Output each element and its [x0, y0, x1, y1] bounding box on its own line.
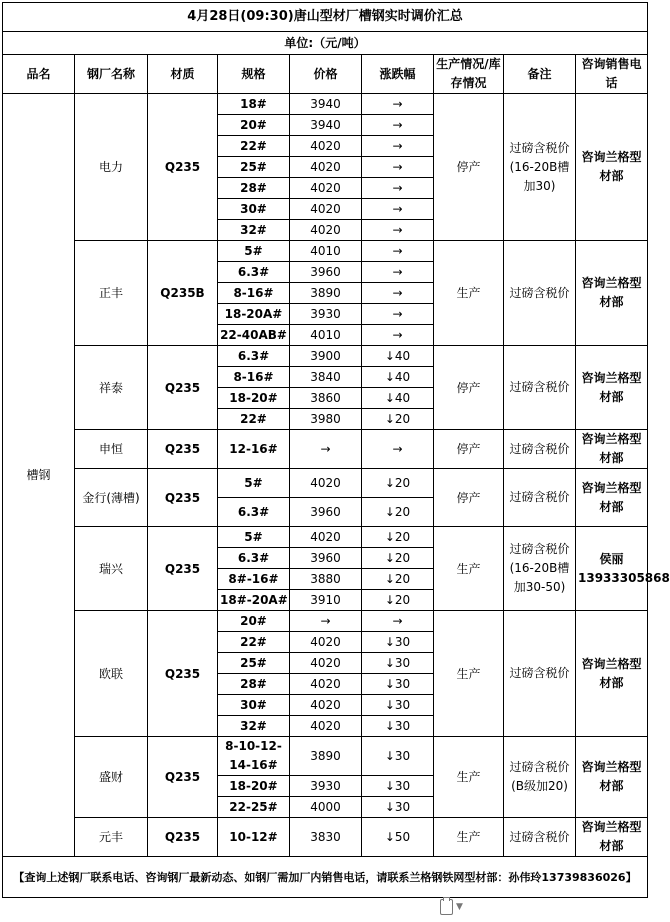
change-cell: →	[362, 283, 434, 304]
header-remark: 备注	[504, 55, 576, 94]
spec-cell: 28#	[218, 674, 290, 695]
contact-cell: 咨询兰格型材部	[576, 611, 648, 737]
change-cell: →	[362, 220, 434, 241]
price-cell: 4020	[290, 716, 362, 737]
spec-cell: 6.3#	[218, 346, 290, 367]
material-cell: Q235	[148, 430, 218, 469]
chevron-down-icon: ▼	[456, 902, 463, 912]
price-cell: 4020	[290, 469, 362, 498]
header-contact: 咨询销售电话	[576, 55, 648, 94]
spec-cell: 8-16#	[218, 283, 290, 304]
mill-name-cell: 祥泰	[75, 346, 148, 430]
status-cell: 停产	[434, 469, 504, 527]
material-cell: Q235	[148, 527, 218, 611]
change-cell: →	[362, 304, 434, 325]
spec-cell: 5#	[218, 241, 290, 262]
status-cell: 停产	[434, 430, 504, 469]
mill-name-cell: 金行(薄槽)	[75, 469, 148, 527]
change-cell: →	[362, 430, 434, 469]
mill-name-cell: 正丰	[75, 241, 148, 346]
remark-cell: 过磅含税价	[504, 430, 576, 469]
price-cell: 3960	[290, 262, 362, 283]
spec-cell: 6.3#	[218, 498, 290, 527]
spec-cell: 22#	[218, 632, 290, 653]
spec-cell: 22-40AB#	[218, 325, 290, 346]
change-cell: →	[362, 115, 434, 136]
change-cell: ↓30	[362, 674, 434, 695]
change-cell: ↓20	[362, 569, 434, 590]
price-cell: 3900	[290, 346, 362, 367]
header-status: 生产情况/库存情况	[434, 55, 504, 94]
price-cell: 3830	[290, 818, 362, 857]
price-cell: 4010	[290, 325, 362, 346]
contact-cell: 咨询兰格型材部	[576, 430, 648, 469]
spec-cell: 25#	[218, 157, 290, 178]
contact-cell: 咨询兰格型材部	[576, 818, 648, 857]
price-table	[2, 2, 670, 898]
table-row	[3, 430, 648, 469]
spec-cell: 8#-16#	[218, 569, 290, 590]
change-cell: ↓30	[362, 695, 434, 716]
spec-cell: 28#	[218, 178, 290, 199]
change-cell: ↓40	[362, 388, 434, 409]
table-row	[3, 818, 648, 857]
paste-options-button[interactable]	[440, 899, 463, 915]
spec-cell: 20#	[218, 611, 290, 632]
header-mill: 钢厂名称	[75, 55, 148, 94]
spec-cell: 22#	[218, 136, 290, 157]
change-cell: ↓20	[362, 469, 434, 498]
change-cell: ↓40	[362, 346, 434, 367]
price-cell: 3930	[290, 304, 362, 325]
remark-cell: 过磅含税价	[504, 241, 576, 346]
spec-cell: 18#-20A#	[218, 590, 290, 611]
spec-cell: 12-16#	[218, 430, 290, 469]
price-cell: 4020	[290, 527, 362, 548]
price-cell: 4020	[290, 674, 362, 695]
spec-cell: 22-25#	[218, 797, 290, 818]
mill-name-cell: 盛财	[75, 737, 148, 818]
spec-cell: 5#	[218, 527, 290, 548]
status-cell: 停产	[434, 346, 504, 430]
material-cell: Q235	[148, 818, 218, 857]
header-change: 涨跌幅	[362, 55, 434, 94]
price-cell: 3940	[290, 115, 362, 136]
change-cell: ↓20	[362, 498, 434, 527]
price-cell: 4020	[290, 136, 362, 157]
material-cell: Q235	[148, 94, 218, 241]
price-cell: 4000	[290, 797, 362, 818]
change-cell: →	[362, 199, 434, 220]
remark-cell: 过磅含税价	[504, 346, 576, 430]
spec-cell: 10-12#	[218, 818, 290, 857]
status-cell: 生产	[434, 737, 504, 818]
footer-note: 【查询上述钢厂联系电话、咨询钢厂最新动态、如钢厂需加厂内销售电话，请联系兰格钢铁网型材部：孙伟玲13739836026】	[3, 857, 648, 898]
change-cell: →	[362, 262, 434, 283]
contact-cell: 侯丽13933305868	[576, 527, 648, 611]
price-cell: 3890	[290, 283, 362, 304]
price-cell: 4020	[290, 653, 362, 674]
price-cell: 3840	[290, 367, 362, 388]
change-cell: ↓30	[362, 632, 434, 653]
table-row	[3, 737, 648, 776]
mill-name-cell: 元丰	[75, 818, 148, 857]
price-cell: 4020	[290, 632, 362, 653]
table-row	[3, 527, 648, 548]
spec-cell: 22#	[218, 409, 290, 430]
change-cell: ↓30	[362, 716, 434, 737]
remark-cell: 过磅含税价	[504, 611, 576, 737]
price-cell: 4020	[290, 157, 362, 178]
contact-cell: 咨询兰格型材部	[576, 94, 648, 241]
status-cell: 生产	[434, 818, 504, 857]
change-cell: →	[362, 611, 434, 632]
change-cell: ↓40	[362, 367, 434, 388]
remark-cell: 过磅含税价(B级加20)	[504, 737, 576, 818]
spec-cell: 6.3#	[218, 548, 290, 569]
change-cell: ↓50	[362, 818, 434, 857]
spec-cell: 5#	[218, 469, 290, 498]
spec-cell: 18-20#	[218, 776, 290, 797]
price-cell: →	[290, 430, 362, 469]
price-cell: 4020	[290, 199, 362, 220]
change-cell: →	[362, 94, 434, 115]
price-cell: 3910	[290, 590, 362, 611]
change-cell: ↓20	[362, 409, 434, 430]
status-cell: 停产	[434, 94, 504, 241]
material-cell: Q235	[148, 737, 218, 818]
header-product: 品名	[3, 55, 75, 94]
status-cell: 生产	[434, 241, 504, 346]
spec-cell: 30#	[218, 695, 290, 716]
price-cell: 4020	[290, 220, 362, 241]
table-row	[3, 346, 648, 367]
spec-cell: 8-10-12-14-16#	[218, 737, 290, 776]
spec-cell: 30#	[218, 199, 290, 220]
price-cell: 4020	[290, 695, 362, 716]
change-cell: →	[362, 325, 434, 346]
price-cell: 3930	[290, 776, 362, 797]
price-cell: 3980	[290, 409, 362, 430]
spec-cell: 20#	[218, 115, 290, 136]
spec-cell: 8-16#	[218, 367, 290, 388]
price-cell: 3960	[290, 548, 362, 569]
price-cell: 4020	[290, 178, 362, 199]
spec-cell: 32#	[218, 220, 290, 241]
material-cell: Q235	[148, 611, 218, 737]
table-row	[3, 469, 648, 498]
contact-cell: 咨询兰格型材部	[576, 346, 648, 430]
change-cell: ↓20	[362, 590, 434, 611]
status-cell: 生产	[434, 611, 504, 737]
price-cell: 3890	[290, 737, 362, 776]
spec-cell: 6.3#	[218, 262, 290, 283]
table-title: 4月28日(09:30)唐山型材厂槽钢实时调价汇总	[3, 3, 648, 32]
spec-cell: 32#	[218, 716, 290, 737]
change-cell: →	[362, 157, 434, 178]
header-spec: 规格	[218, 55, 290, 94]
price-cell: 3880	[290, 569, 362, 590]
unit-label: 单位:（元/吨）	[3, 32, 648, 55]
change-cell: ↓20	[362, 527, 434, 548]
contact-cell: 咨询兰格型材部	[576, 737, 648, 818]
material-cell: Q235	[148, 346, 218, 430]
change-cell: →	[362, 178, 434, 199]
table-row	[3, 241, 648, 262]
table-row	[3, 94, 648, 115]
price-cell: →	[290, 611, 362, 632]
change-cell: →	[362, 136, 434, 157]
table-row	[3, 611, 648, 632]
change-cell: ↓30	[362, 653, 434, 674]
contact-cell: 咨询兰格型材部	[576, 469, 648, 527]
material-cell: Q235B	[148, 241, 218, 346]
status-cell: 生产	[434, 527, 504, 611]
mill-name-cell: 电力	[75, 94, 148, 241]
remark-cell: 过磅含税价	[504, 469, 576, 527]
mill-name-cell: 瑞兴	[75, 527, 148, 611]
spec-cell: 18-20#	[218, 388, 290, 409]
header-price: 价格	[290, 55, 362, 94]
price-cell: 3960	[290, 498, 362, 527]
price-cell: 3860	[290, 388, 362, 409]
remark-cell: 过磅含税价(16-20B槽加30)	[504, 94, 576, 241]
contact-cell: 咨询兰格型材部	[576, 241, 648, 346]
mill-name-cell: 欧联	[75, 611, 148, 737]
change-cell: ↓30	[362, 776, 434, 797]
price-cell: 4010	[290, 241, 362, 262]
spec-cell: 18-20A#	[218, 304, 290, 325]
remark-cell: 过磅含税价	[504, 818, 576, 857]
change-cell: ↓30	[362, 797, 434, 818]
header-material: 材质	[148, 55, 218, 94]
change-cell: ↓20	[362, 548, 434, 569]
price-cell: 3940	[290, 94, 362, 115]
material-cell: Q235	[148, 469, 218, 527]
spec-cell: 18#	[218, 94, 290, 115]
clipboard-icon	[440, 899, 453, 915]
remark-cell: 过磅含税价(16-20B槽加30-50)	[504, 527, 576, 611]
mill-name-cell: 申恒	[75, 430, 148, 469]
change-cell: →	[362, 241, 434, 262]
spec-cell: 25#	[218, 653, 290, 674]
product-name-cell: 槽钢	[3, 94, 75, 857]
change-cell: ↓30	[362, 737, 434, 776]
